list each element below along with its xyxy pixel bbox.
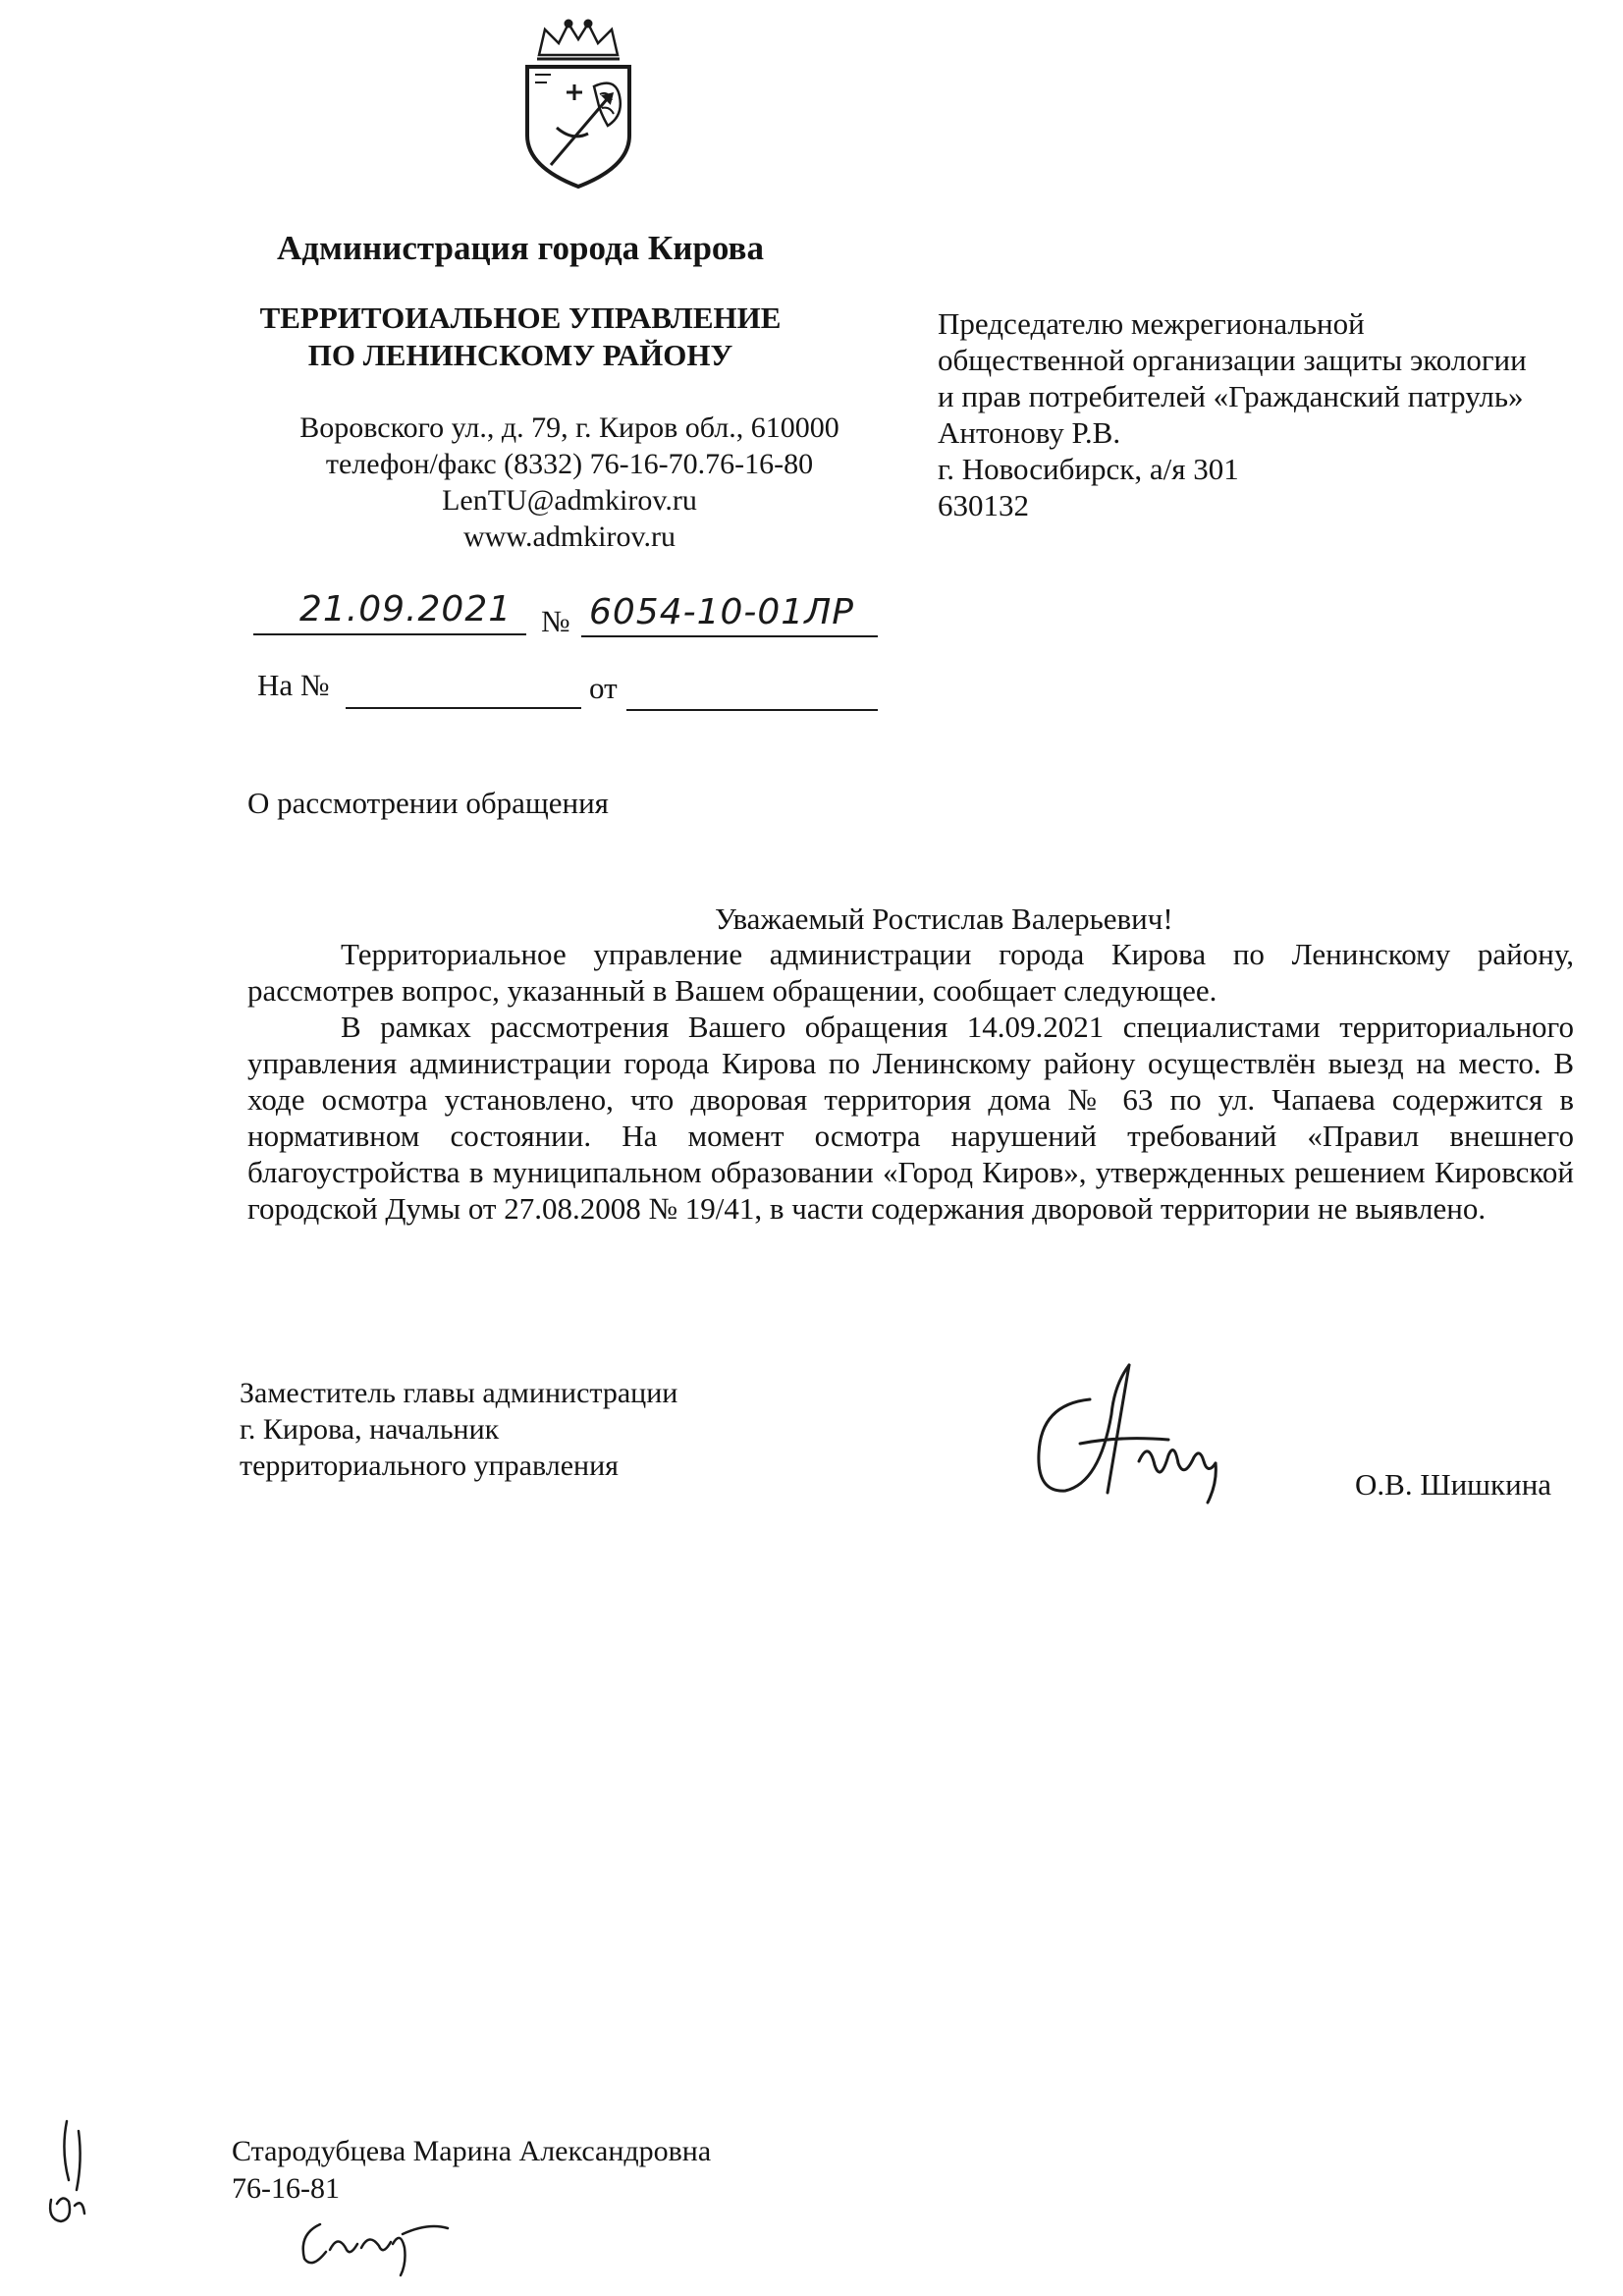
position-line-1: Заместитель главы администрации <box>240 1377 678 1409</box>
recipient-block <box>938 305 1586 523</box>
recipient-line-4: Антонову Р.В. <box>938 415 1121 450</box>
recipient-line-3: и прав потребителей «Гражданский патруль» <box>938 379 1524 413</box>
recipient-line-2: общественной организации защиты экологии <box>938 343 1527 377</box>
paragraph-2: В рамках рассмотрения Вашего обращения 14.09.2021 специалистами территориального управления администрации города Кирова по Ленинскому району осуществлён выезд на место. В ходе осмотра установлено, что дворовая территория дома № 63 по ул. Чапаева содержится в нормативном состоянии. На момент осмотра нарушений требований «Правил внешнего благоустройства в муниципальном образовании «Город Киров», утвержденных решением Кировской городской Думы от 27.08.2008 № 19/41, в части содержания дворовой территории не выявлено. <box>247 1010 1574 1226</box>
signer-name: О.В. Шишкина <box>1355 1467 1552 1502</box>
registration-date: 21.09.2021 <box>299 589 513 629</box>
subject-line: О рассмотрении обращения <box>247 786 609 820</box>
reply-to-label: На № <box>257 668 330 702</box>
executor-signature-icon <box>291 2205 458 2278</box>
number-sign: № <box>541 604 570 638</box>
organization-title: Администрация города Кирова <box>277 229 764 267</box>
phone: телефон/факс (8332) 76-16-70.76-16-80 <box>325 448 814 480</box>
coat-of-arms-icon <box>517 18 639 191</box>
paragraph-1: Территориальное управление администрации города Кирова по Ленинскому району, рассмотрев вопрос, указанный в Вашем обращении, сообщает следующее. <box>247 937 1574 1008</box>
from-underline <box>626 709 878 711</box>
website: www.admkirov.ru <box>462 520 676 553</box>
email: LenTU@admkirov.ru <box>442 484 697 517</box>
recipient-line-5: г. Новосибирск, а/я 301 <box>938 452 1239 486</box>
department-title <box>177 300 864 374</box>
position-line-2: г. Кирова, начальник <box>240 1413 500 1446</box>
handwritten-initials-icon <box>39 2111 98 2239</box>
address: Воровского ул., д. 79, г. Киров обл., 610000 <box>299 411 839 444</box>
department-line-2: ПО ЛЕНИНСКОМУ РАЙОНУ <box>307 338 733 372</box>
position-line-3: территориального управления <box>240 1449 619 1482</box>
executor-block <box>232 2133 711 2208</box>
recipient-line-6: 630132 <box>938 488 1029 522</box>
contacts-block <box>226 410 913 555</box>
reply-to-underline <box>346 707 581 709</box>
signer-position <box>240 1375 677 1484</box>
from-label: от <box>589 671 618 705</box>
date-underline <box>253 633 526 635</box>
executor-name: Стародубцева Марина Александровна <box>232 2135 712 2167</box>
recipient-line-1: Председателю межрегиональной <box>938 306 1365 341</box>
letter-body <box>247 936 1574 1227</box>
number-underline <box>581 635 878 637</box>
department-line-1: ТЕРРИТОИАЛЬНОЕ УПРАВЛЕНИЕ <box>259 301 782 335</box>
executor-phone: 76-16-81 <box>232 2172 340 2205</box>
handwritten-signature-icon <box>1021 1345 1237 1512</box>
greeting: Уважаемый Ростислав Валерьевич! <box>715 902 1173 936</box>
registration-number: 6054-10-01ЛР <box>589 592 854 632</box>
